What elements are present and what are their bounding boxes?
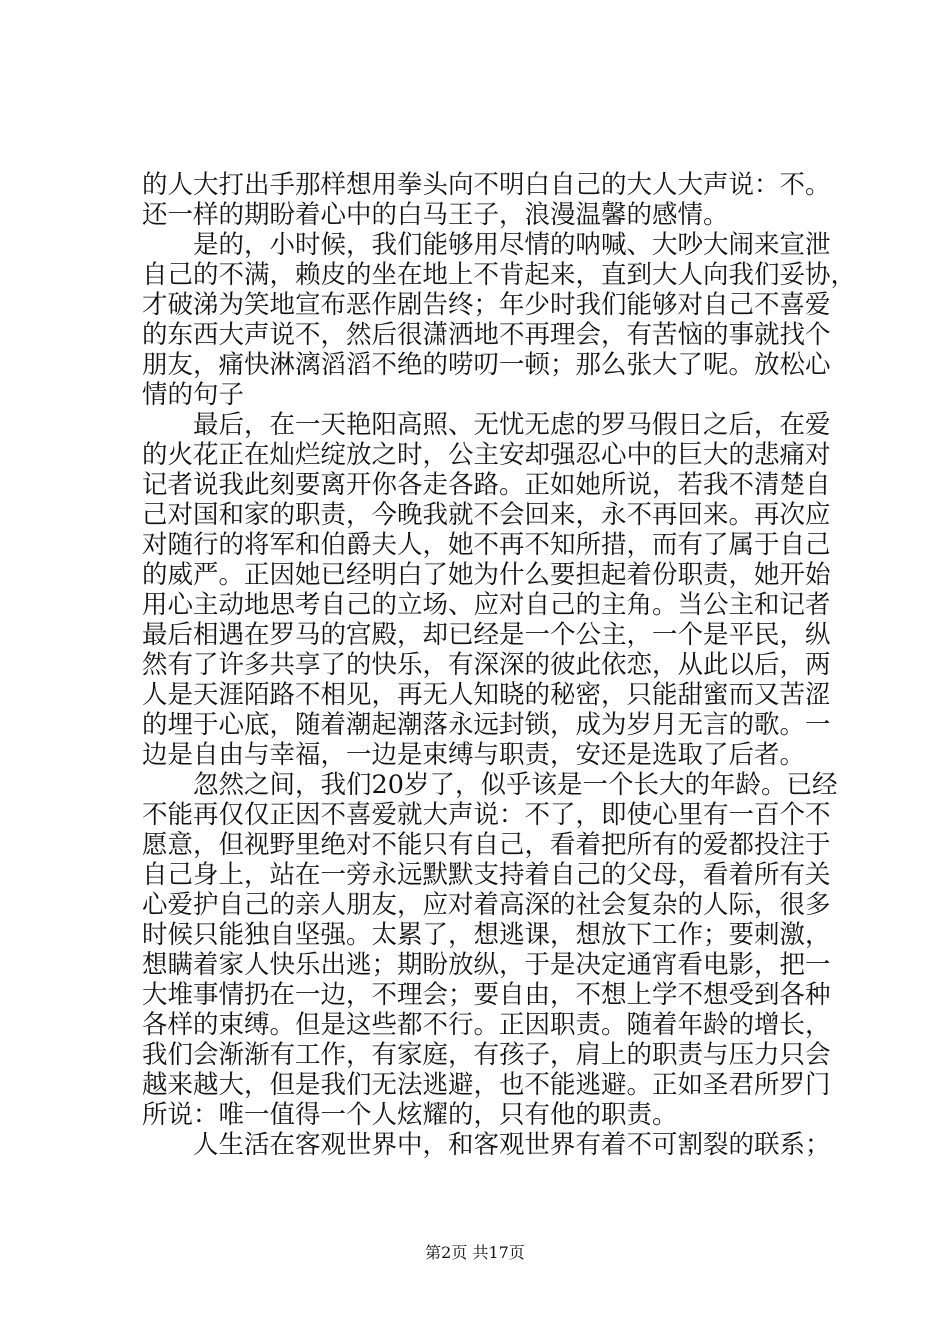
text-line: 所说：唯一值得一个人炫耀的，只有他的职责。 xyxy=(142,1100,678,1130)
text-line: 越来越大，但是我们无法逃避，也不能逃避。正如圣君所罗门 xyxy=(142,1070,831,1100)
text-line: 人是天涯陌路不相见，再无人知晓的秘密，只能甜蜜而又苦涩 xyxy=(142,680,831,710)
text-line: 最后，在一天艳阳高照、无忧无虑的罗马假日之后，在爱 xyxy=(142,410,831,440)
text-line: 愿意，但视野里绝对不能只有自己，看着把所有的爱都投注于 xyxy=(142,830,831,860)
text-line: 想瞒着家人快乐出逃；期盼放纵，于是决定通宵看电影，把一 xyxy=(142,950,831,980)
page-footer xyxy=(0,1243,950,1263)
text-line: 忽然之间，我们20岁了，似乎该是一个长大的年龄。已经 xyxy=(142,770,838,800)
text-line: 记者说我此刻要离开你各走各路。正如她所说，若我不清楚自 xyxy=(142,470,831,500)
text-line: 不能再仅仅正因不喜爱就大声说：不了，即使心里有一百个不 xyxy=(142,800,831,830)
text-line: 自己身上，站在一旁永远默默支持着自己的父母，看着所有关 xyxy=(142,860,831,890)
text-line: 心爱护自己的亲人朋友，应对着高深的社会复杂的人际，很多 xyxy=(142,890,831,920)
text-line: 人生活在客观世界中，和客观世界有着不可割裂的联系； xyxy=(142,1130,831,1160)
text-line: 己对国和家的职责，今晚我就不会回来，永不再回来。再次应 xyxy=(142,500,831,530)
text-line: 各样的束缚。但是这些都不行。正因职责。随着年龄的增长， xyxy=(142,1010,831,1040)
text-line: 的人大打出手那样想用拳头向不明白自己的大人大声说：不。 xyxy=(142,170,831,200)
text-line: 还一样的期盼着心中的白马王子，浪漫温馨的感情。 xyxy=(142,200,729,230)
document-body xyxy=(142,170,857,1160)
text-line: 时候只能独自坚强。太累了，想逃课，想放下工作；要刺激， xyxy=(142,920,831,950)
text-line: 用心主动地思考自己的立场、应对自己的主角。当公主和记者 xyxy=(142,590,831,620)
text-line: 自己的不满，赖皮的坐在地上不肯起来，直到大人向我们妥协， xyxy=(142,260,857,290)
text-line: 的东西大声说不，然后很潇洒地不再理会，有苦恼的事就找个 xyxy=(142,320,831,350)
text-line: 然有了许多共享了的快乐，有深深的彼此依恋，从此以后，两 xyxy=(142,650,831,680)
text-line: 的威严。正因她已经明白了她为什么要担起着份职责，她开始 xyxy=(142,560,831,590)
page-number-label: 第2页 共17页 xyxy=(425,1243,525,1262)
text-line: 的火花正在灿烂绽放之时，公主安却强忍心中的巨大的悲痛对 xyxy=(142,440,831,470)
text-line: 对随行的将军和伯爵夫人，她不再不知所措，而有了属于自己 xyxy=(142,530,831,560)
text-line: 我们会渐渐有工作，有家庭，有孩子，肩上的职责与压力只会 xyxy=(142,1040,831,1070)
text-line: 才破涕为笑地宣布恶作剧告终；年少时我们能够对自己不喜爱 xyxy=(142,290,831,320)
text-line: 边是自由与幸福，一边是束缚与职责，安还是选取了后者。 xyxy=(142,740,806,770)
text-line: 情的句子 xyxy=(142,380,245,410)
text-line: 大堆事情扔在一边，不理会；要自由，不想上学不想受到各种 xyxy=(142,980,831,1010)
text-line: 的埋于心底，随着潮起潮落永远封锁，成为岁月无言的歌。一 xyxy=(142,710,831,740)
text-line: 是的，小时候，我们能够用尽情的呐喊、大吵大闹来宣泄 xyxy=(142,230,831,260)
text-line: 朋友，痛快淋漓滔滔不绝的唠叨一顿；那么张大了呢。放松心 xyxy=(142,350,831,380)
text-line: 最后相遇在罗马的宫殿，却已经是一个公主，一个是平民，纵 xyxy=(142,620,831,650)
